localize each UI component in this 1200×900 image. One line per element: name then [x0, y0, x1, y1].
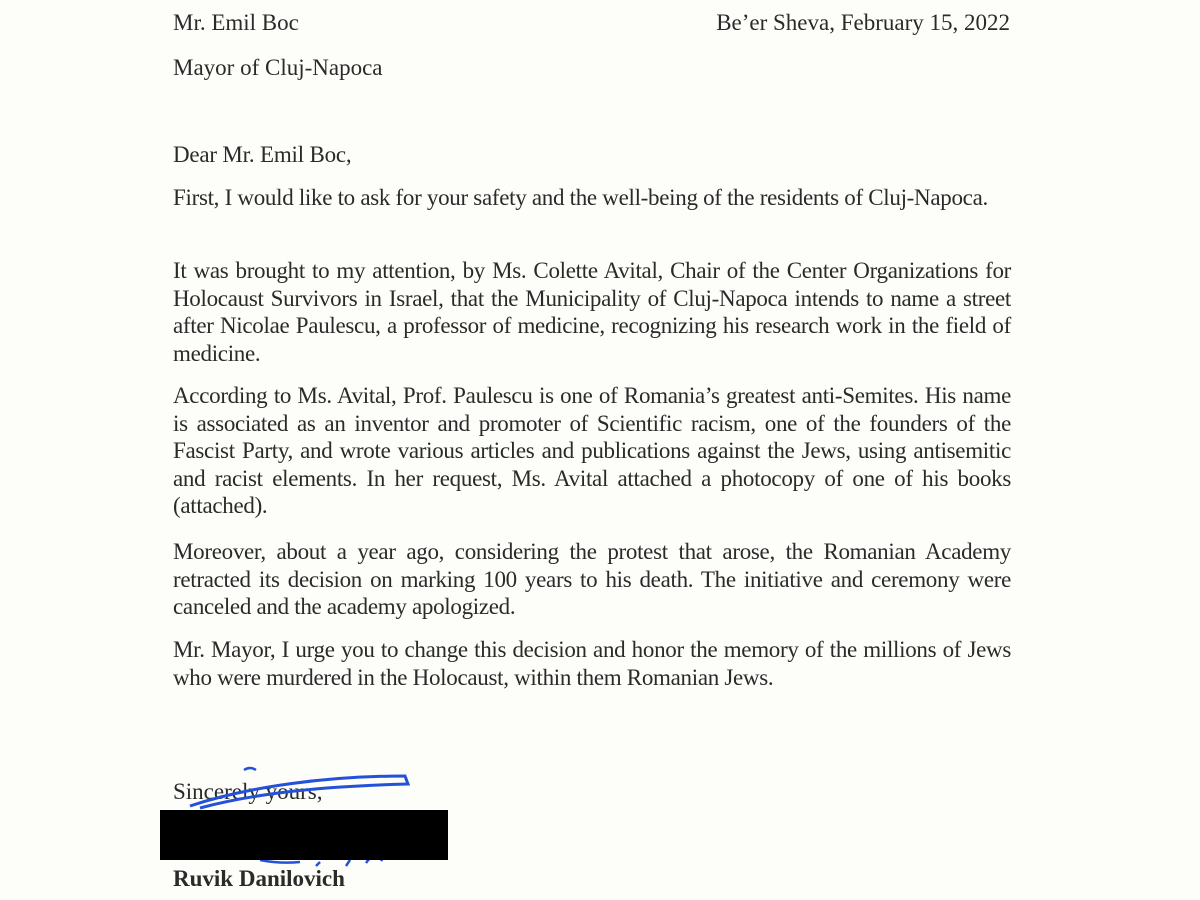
redaction-box — [160, 810, 448, 860]
signature-stroke — [244, 768, 256, 770]
recipient-name: Mr. Emil Boc — [173, 10, 299, 35]
closing: Sincerely yours, — [173, 779, 323, 804]
recipient-title: Mayor of Cluj-Napoca — [173, 55, 383, 80]
salutation: Dear Mr. Emil Boc, — [173, 142, 352, 167]
paragraph-4: Moreover, about a year ago, considering the protest that arose, the Romanian Academy retracted its decision on marking 100 years to his death. The initiative and ceremony were canceled and the academy apologized. — [173, 539, 1011, 619]
place-and-date: Be’er Sheva, February 15, 2022 — [716, 10, 1010, 35]
signer-name: Ruvik Danilovich — [173, 866, 345, 891]
paragraph-1: First, I would like to ask for your safety and the well-being of the residents of Cluj-Napoca. — [173, 185, 988, 210]
paragraph-2: It was brought to my attention, by Ms. Colette Avital, Chair of the Center Organizations for Holocaust Survivors in Israel, that the Municipality of Cluj-Napoca intends to name a street after Nicolae Paulescu, a professor of medicine, recognizing his research work in the field of medicine. — [173, 258, 1011, 366]
paragraph-3: According to Ms. Avital, Prof. Paulescu is one of Romania’s greatest anti-Semites. His name is associated as an inventor and promoter of Scientific racism, one of the founders of the Fascist Party, and wrote various articles and publications against the Jews, using antisemitic and racist elements. In her request, Ms. Avital attached a photocopy of one of his books (attached). — [173, 383, 1011, 518]
paragraph-5: Mr. Mayor, I urge you to change this decision and honor the memory of the millions of Jews who were murdered in the Holocaust, within them Romanian Jews. — [173, 637, 1011, 690]
